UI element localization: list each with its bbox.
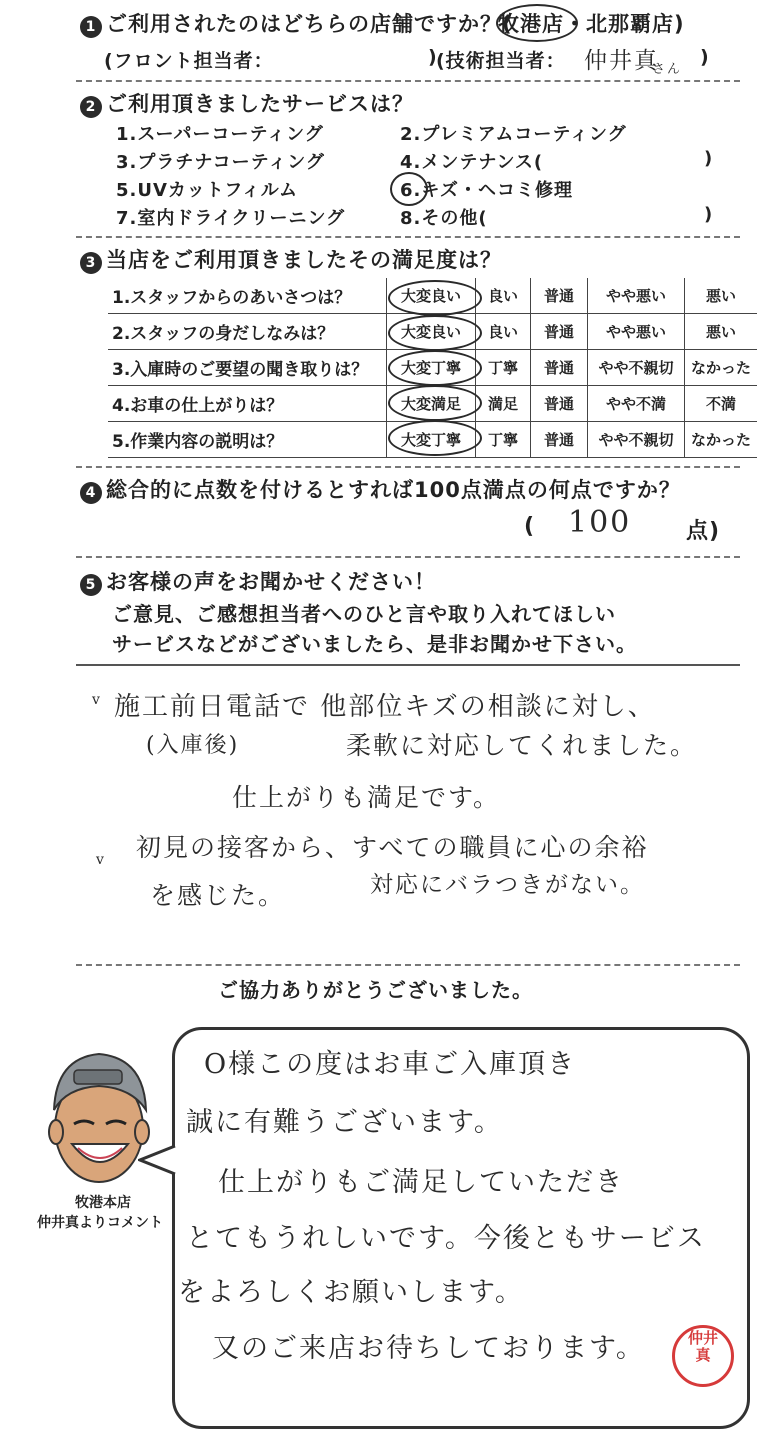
q5-line-3: サービスなどがございましたら、是非お聞かせ下さい。	[112, 632, 637, 656]
service-6: 6.キズ・ヘコミ修理	[400, 180, 574, 201]
customer-comment-1-line-2b: 柔軟に対応してくれました。	[346, 731, 698, 760]
option-good: 丁寧	[476, 422, 531, 458]
divider-3	[76, 466, 740, 468]
q1-number-badge: 1	[80, 16, 102, 38]
q4-number-badge: 4	[80, 482, 102, 504]
row5-selected-circle	[388, 420, 482, 456]
option-bad: 不満	[685, 386, 758, 422]
option-somewhat-bad: やや不親切	[588, 422, 685, 458]
service-1: 1.スーパーコーティング	[116, 124, 324, 145]
option-normal: 普通	[531, 386, 588, 422]
option-very-good: 大変良い	[387, 314, 476, 350]
q4-open-paren: (	[524, 514, 536, 539]
speech-bubble-tail	[138, 1140, 178, 1180]
thanks-message: ご協力ありがとうございました。	[218, 978, 533, 1002]
satisfaction-question: 5.作業内容の説明は？	[108, 422, 387, 458]
q1-tech-suffix: さん	[652, 62, 683, 77]
q5-number-badge: 5	[80, 574, 102, 596]
q4-title-row	[80, 474, 681, 504]
divider-2	[76, 236, 740, 238]
option-bad: なかった	[685, 422, 758, 458]
q1-store-makiminato: 牧港店	[498, 12, 564, 36]
service-7: 7.室内ドライクリーニング	[116, 208, 346, 229]
customer-comment-2-line-1: 初見の接客から、すべての職員に心の余裕	[136, 833, 649, 862]
q1-selected-circle	[496, 4, 578, 42]
option-somewhat-bad: やや不満	[588, 386, 685, 422]
bullet-mark: v	[92, 692, 102, 708]
q5-title-row	[80, 566, 436, 596]
row1-selected-circle	[388, 280, 482, 316]
q1-tech-close: )	[700, 46, 710, 68]
service-6-selected-circle	[390, 172, 428, 206]
option-normal: 普通	[531, 350, 588, 386]
customer-comment-2-line-2b: 対応にバラつきがない。	[370, 872, 645, 898]
q1-store-close: )	[674, 12, 685, 36]
option-good: 良い	[476, 314, 531, 350]
reply-line-2: 誠に有難うございます。	[186, 1107, 503, 1138]
option-bad: 悪い	[685, 278, 758, 314]
satisfaction-question: 1.スタッフからのあいさつは？	[108, 278, 387, 314]
service-4-close: )	[704, 148, 714, 169]
option-normal: 普通	[531, 278, 588, 314]
satisfaction-question: 2.スタッフの身だしなみは？	[108, 314, 387, 350]
option-very-good: 大変丁寧	[387, 350, 476, 386]
service-5: 5.UVカットフィルム	[116, 180, 299, 201]
q2-title-row	[80, 88, 414, 118]
divider-1	[76, 80, 740, 82]
reply-line-5: をよろしくお願いします。	[178, 1277, 524, 1308]
option-bad: なかった	[685, 350, 758, 386]
reply-line-6: 又のご来店お待ちしております。	[212, 1333, 645, 1364]
option-somewhat-bad: やや悪い	[588, 314, 685, 350]
reply-line-1: O様この度はお車ご入庫頂き	[204, 1049, 577, 1080]
q1-front-close: )	[428, 46, 438, 68]
divider-5	[76, 664, 740, 666]
customer-comment-1-line-1: 施工前日電話で 他部位キズの相談に対し、	[114, 692, 656, 722]
option-somewhat-bad: やや不親切	[588, 350, 685, 386]
customer-comment-1-line-3: 仕上がりも満足です。	[232, 783, 501, 812]
q3-number-badge: 3	[80, 252, 102, 274]
reply-line-3: 仕上がりもご満足していただき	[218, 1167, 624, 1198]
seal-stamp	[672, 1325, 734, 1387]
q5-title: お客様の声をお聞かせください！	[106, 570, 436, 594]
service-3: 3.プラチナコーティング	[116, 152, 325, 173]
service-4: 4.メンテナンス(	[400, 152, 544, 173]
q4-unit: 点)	[686, 519, 721, 544]
q1-title: ご利用されたのはどちらの店舗ですか？(	[106, 12, 513, 36]
q2-number-badge: 2	[80, 96, 102, 118]
seal-stamp-text: 仲井真	[687, 1329, 718, 1364]
option-very-good: 大変満足	[387, 386, 476, 422]
row4-selected-circle	[388, 385, 482, 421]
q4-title: 総合的に点数を付けるとすれば100点満点の何点ですか？	[106, 478, 681, 502]
row3-selected-circle	[388, 350, 482, 386]
option-bad: 悪い	[685, 314, 758, 350]
option-very-good: 大変丁寧	[387, 422, 476, 458]
q2-title: ご利用頂きましたサービスは？	[106, 92, 414, 116]
staff-store: 牧港本店	[75, 1195, 131, 1211]
option-good: 良い	[476, 278, 531, 314]
option-good: 満足	[476, 386, 531, 422]
customer-comment-2-line-2a: を感じた。	[150, 881, 286, 910]
service-8: 8.その他(	[400, 208, 488, 229]
customer-comment-1-line-2a: (入庫後)	[146, 733, 240, 758]
q1-title-row	[80, 8, 513, 38]
option-somewhat-bad: やや悪い	[588, 278, 685, 314]
staff-comment-label: 仲井真よりコメント	[37, 1215, 163, 1231]
divider-6	[76, 964, 740, 966]
q3-title-row	[80, 244, 502, 274]
q1-store-separator: ・	[564, 12, 586, 36]
q5-line-2: ご意見、ご感想担当者へのひと言や取り入れてほしい	[112, 602, 616, 626]
satisfaction-question: 3.入庫時のご要望の聞き取りは？	[108, 350, 387, 386]
reply-line-4: とてもうれしいです。今後ともサービス	[186, 1223, 706, 1254]
q1-front-label: (フロント担当者：	[104, 50, 274, 72]
q4-score: 100	[568, 505, 632, 540]
q1-store-kitanaha: 北那覇店	[586, 12, 674, 36]
divider-4	[76, 556, 740, 558]
service-8-close: )	[704, 204, 714, 225]
q3-title: 当店をご利用頂きましたその満足度は？	[106, 248, 502, 272]
option-good: 丁寧	[476, 350, 531, 386]
q1-tech-value: 仲井真	[584, 48, 659, 74]
row2-selected-circle	[388, 315, 482, 351]
satisfaction-question: 4.お車の仕上がりは？	[108, 386, 387, 422]
option-normal: 普通	[531, 422, 588, 458]
option-very-good: 大変良い	[387, 278, 476, 314]
q1-tech-label: (技術担当者：	[436, 50, 566, 72]
service-2: 2.プレミアムコーティング	[400, 124, 627, 145]
bullet-mark: v	[96, 852, 106, 868]
option-normal: 普通	[531, 314, 588, 350]
